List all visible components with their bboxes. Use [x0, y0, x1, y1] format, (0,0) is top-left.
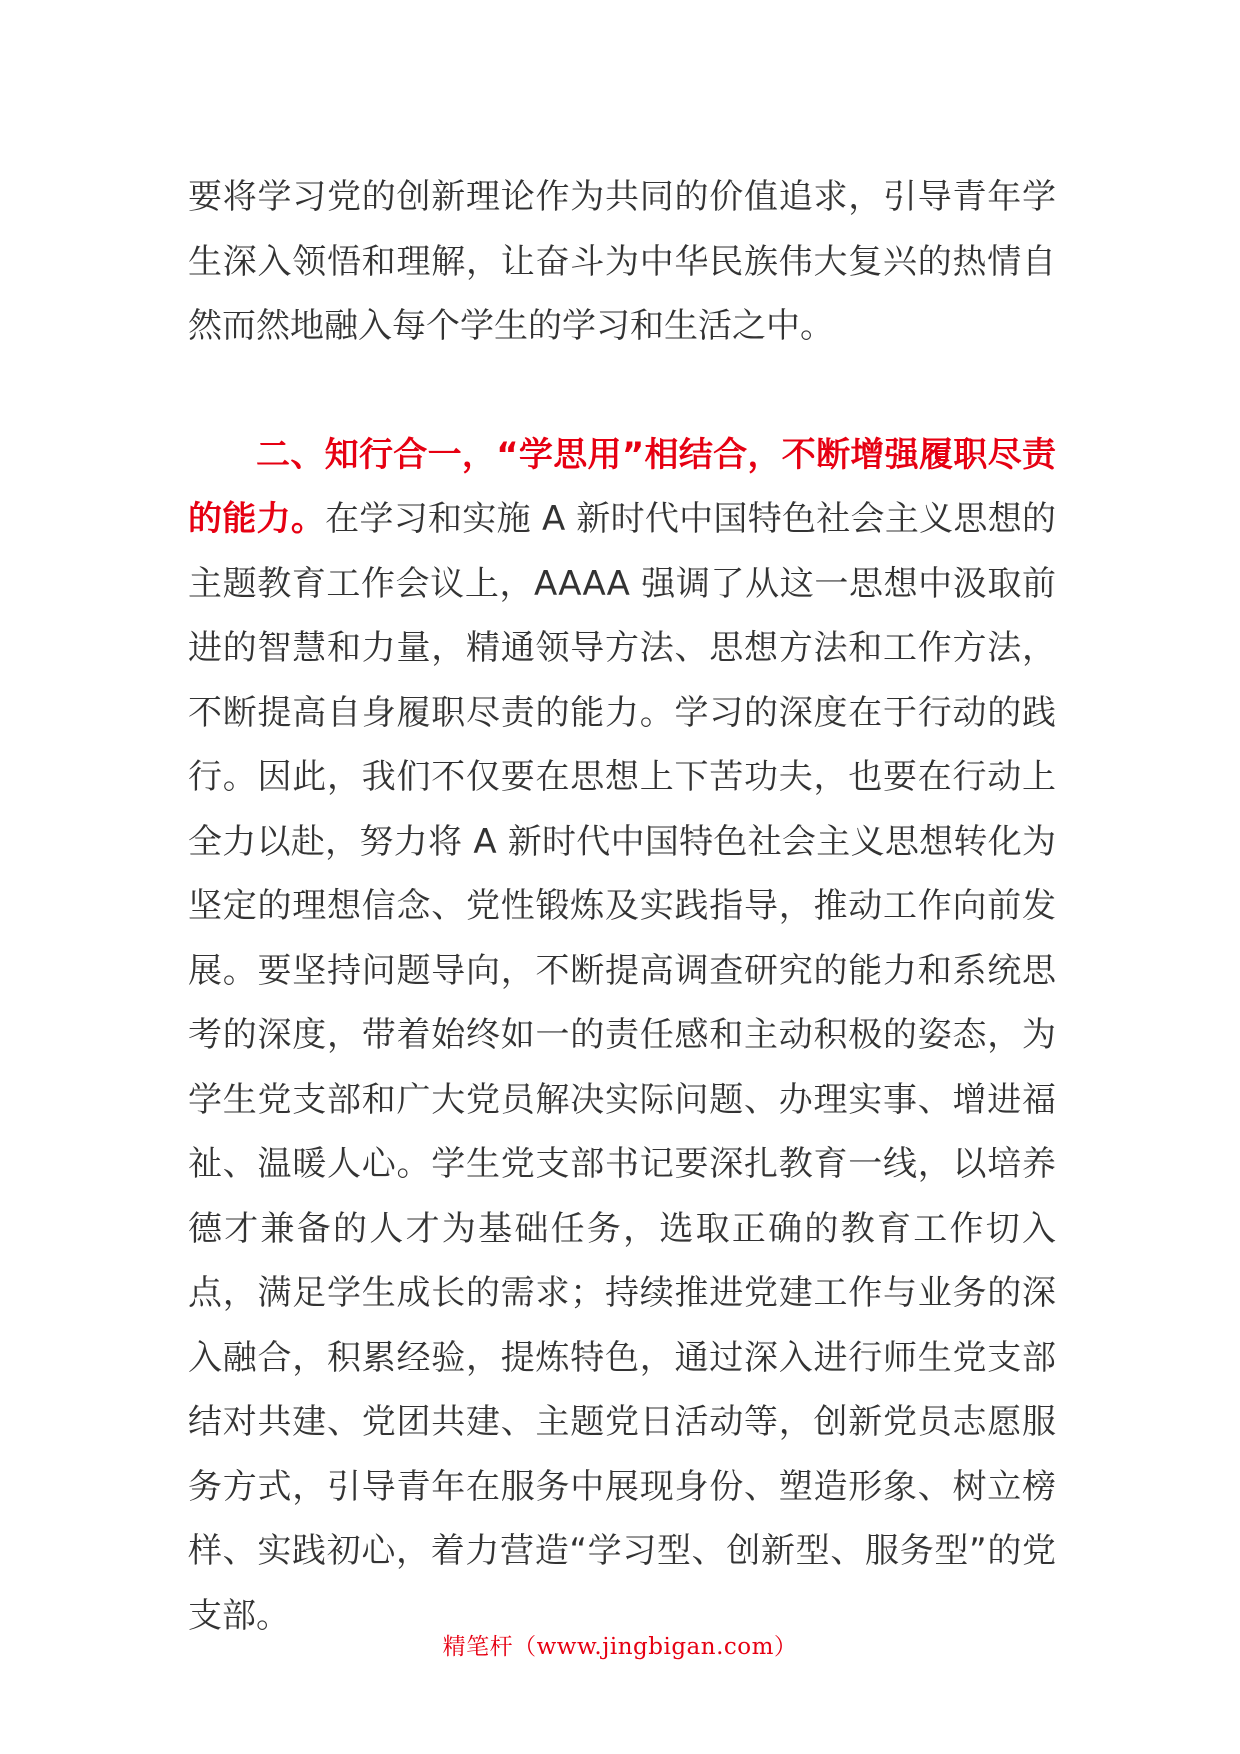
paragraph-2	[188, 423, 1056, 1649]
paragraph-1: 要将学习党的创新理论作为共同的价值追求，引导青年学生深入领悟和理解，让奋斗为中华民族伟大复兴的热情自然而然地融入每个学生的学习和生活之中。	[188, 177, 1056, 346]
section-heading: 二、知行合一，“学思用”相结合，不断增强履职尽责的能力。	[188, 434, 1056, 539]
footer-watermark: 精笔杆（www.jingbigan.com）	[442, 1634, 798, 1660]
paragraph-2-body: 在学习和实施 A 新时代中国特色社会主义思想的主题教育工作会议上，AAAA 强调了从这一思想中汲取前进的智慧和力量，精通领导方法、思想方法和工作方法，不断提高自身履职尽责的能力。学习的深度在于行动的践行。因此，我们不仅要在思想上下苦功夫，也要在行动上全力以赴，努力将 A 新时代中国特色社会主义思想转化为坚定的理想信念、党性锻炼及实践指导，推动工作向前发展。要坚持问题导向，不断提高调查研究的能力和系统思考的深度，带着始终如一的责任感和主动积极的姿态，为学生党支部和广大党员解决实际问题、办理实事、增进福祉、温暖人心。学生党支部书记要深扎教育一线，以培养德才兼备的人才为基础任务，选取正确的教育工作切入点，满足学生成长的需求；持续推进党建工作与业务的深入融合，积累经验，提炼特色，通过深入进行师生党支部结对共建、党团共建、主题党日活动等，创新党员志愿服务方式，引导青年在服务中展现身份、塑造形象、树立榜样、实践初心，着力营造“学习型、创新型、服务型”的党支部。	[188, 499, 1056, 1636]
document-body	[188, 165, 1056, 1648]
